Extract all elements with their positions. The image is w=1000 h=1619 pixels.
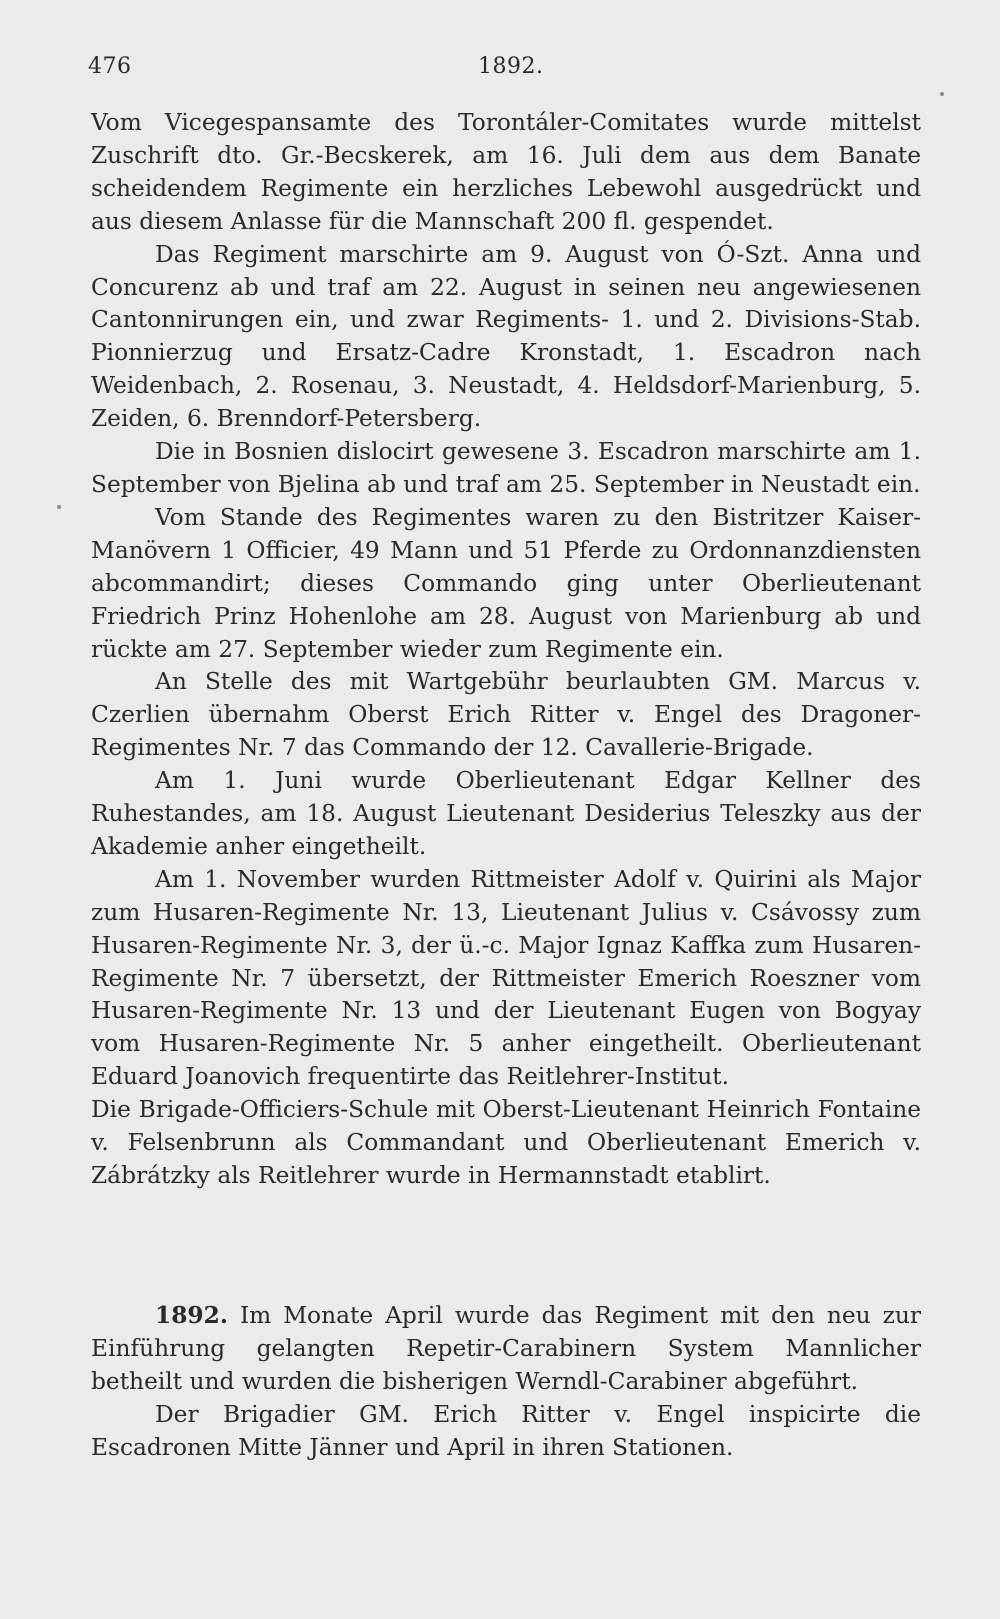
paragraph-regiment-march: Das Regiment marschirte am 9. August von Ó-Szt. Anna und Concurenz ab und traf am 22. August in seinen neu angewiesenen Cantonnirungen ein, und zwar Regiments- 1. und 2. Divisions-Stab. Pionnierzug und Ersatz-Cadre Kronstadt, 1. Escadron nach Weidenbach, 2. Rosenau, 3. Neustadt, 4. Heldsdorf-Marienburg, 5. Zeiden, 6. Brenndorf-Petersberg.: [91, 240, 921, 433]
paragraph-bosnia-escadron: Die in Bosnien dislocirt gewesene 3. Escadron marschirte am 1. September von Bjelina ab und traf am 25. September in Neustadt ein.: [91, 438, 921, 498]
paper-speck: [57, 505, 61, 509]
paragraph-november-transfers: Am 1. November wurden Rittmeister Adolf v. Quirini als Major zum Husaren-Regimente Nr. 13, Lieutenant Julius v. Csávossy zum Husaren-Regimente Nr. 3, der ü.-c. Major Ignaz Kaffka zum Husaren-Regimente Nr. 7 übersetzt, der Rittmeister Emerich Roeszner vom Husaren-Regimente Nr. 13 und der Lieutenant Eugen von Bogyay vom Husaren-Regimente Nr. 5 anher eingetheilt. Oberlieutenant Eduard Joanovich frequentirte das Reitlehrer-Institut.: [91, 865, 921, 1091]
page-number: 476: [88, 54, 132, 79]
paper-speck: [940, 92, 944, 96]
paragraph-carabiner-issue: [91, 1300, 921, 1399]
paragraph-brigadier-inspection: Der Brigadier GM. Erich Ritter v. Engel inspicirte die Escadronen Mitte Jänner und April in ihren Stationen.: [91, 1400, 921, 1461]
paragraph-carabiner-text: Im Monate April wurde das Regiment mit den neu zur Einführung gelangten Repetir-Carabinern System Mannlicher betheilt und wurden die bisherigen Werndl-Carabiner abgeführt.: [91, 1302, 922, 1395]
year-marker: 1892.: [155, 1302, 228, 1329]
paragraph-torontal-farewell: Vom Vicegespansamte des Torontáler-Comitates wurde mittelst Zuschrift dto. Gr.-Becskerek, am 16. Juli dem aus dem Banate scheidendem Regimente ein herzliches Lebewohl ausgedrückt und aus diesem Anlasse für die Mannschaft 200 fl. gespendet.: [91, 109, 921, 235]
running-header-year: 1892.: [478, 54, 544, 79]
paragraph-officers-school: Die Brigade-Officiers-Schule mit Oberst-Lieutenant Heinrich Fontaine v. Felsenbrunn als Commandant und Oberlieutenant Emerich v. Zábrátzky als Reitlehrer wurde in Hermannstadt etablirt.: [91, 1096, 921, 1189]
body-text-1891: [91, 107, 921, 1193]
paragraph-june-assignments: Am 1. Juni wurde Oberlieutenant Edgar Kellner des Ruhestandes, am 18. August Lieutenant Desiderius Teleszky aus der Akademie anher eingetheilt.: [91, 767, 921, 860]
paragraph-brigade-command: An Stelle des mit Wartgebühr beurlaubten GM. Marcus v. Czerlien übernahm Oberst Erich Ritter v. Engel des Dragoner-Regimentes Nr. 7 das Commando der 12. Cavallerie-Brigade.: [91, 668, 921, 762]
body-text-1892: [91, 1300, 921, 1465]
paragraph-kaiser-manoeuvres: Vom Stande des Regimentes waren zu den Bistritzer Kaiser-Manövern 1 Officier, 49 Mann und 51 Pferde zu Ordonnanzdiensten abcommandirt; dieses Commando ging unter Oberlieutenant Friedrich Prinz Hohenlohe am 28. August von Marienburg ab und rückte am 27. September wieder zum Regimente ein.: [91, 503, 921, 663]
